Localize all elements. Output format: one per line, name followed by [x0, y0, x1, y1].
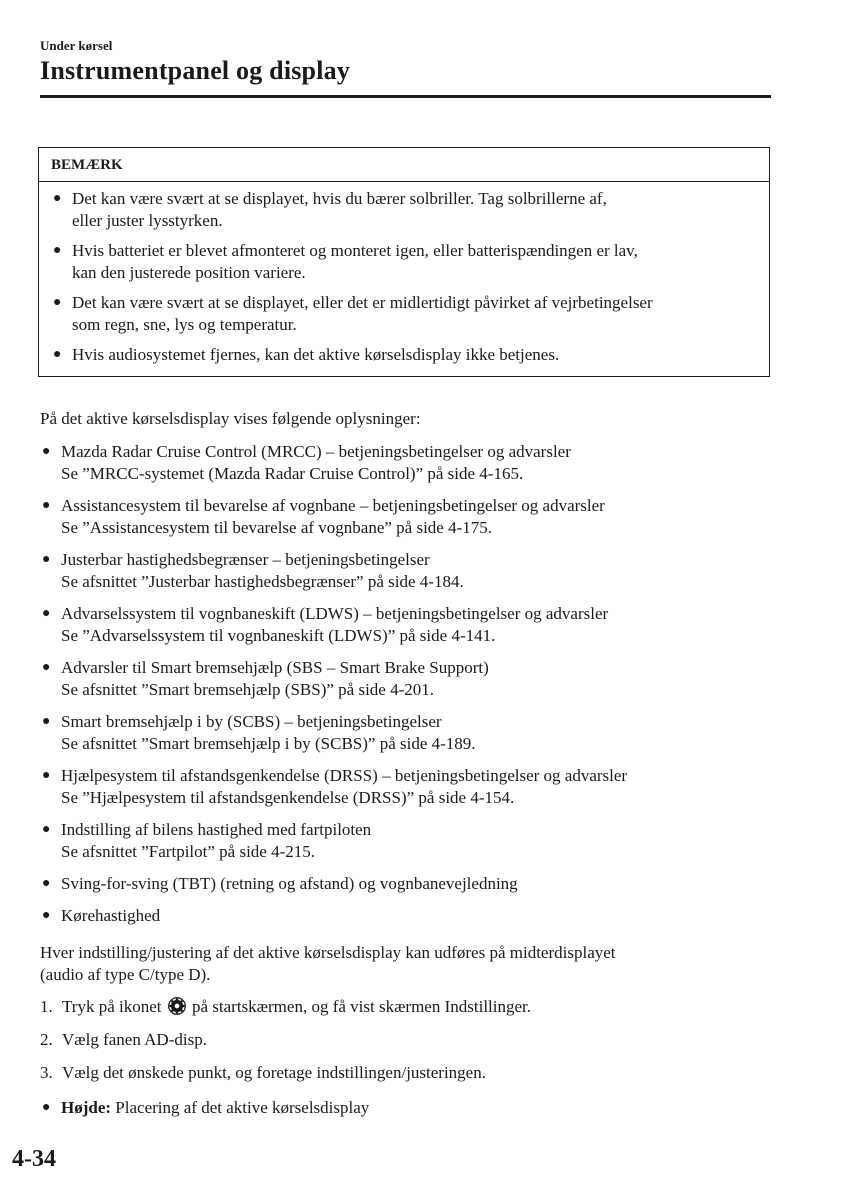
item-text: Indstilling af bilens hastighed med fartpiloten	[61, 820, 372, 839]
page-title: Instrumentpanel og display	[40, 56, 351, 85]
list-item	[40, 765, 780, 809]
list-item	[40, 873, 780, 895]
bullet-icon: ●	[42, 606, 51, 621]
note-heading: BEMÆRK	[39, 148, 769, 182]
step-item	[40, 1029, 780, 1051]
page-number: 4-34	[12, 1146, 56, 1172]
step-number: 2.	[40, 1030, 53, 1049]
intro-text: På det aktive kørselsdisplay vises følgende oplysninger:	[40, 409, 421, 428]
section-label: Under kørsel	[40, 38, 113, 53]
item-text: Smart bremsehjælp i by (SCBS) – betjeningsbetingelser	[61, 712, 442, 731]
note-item	[51, 188, 757, 232]
note-text: Det kan være svært at se displayet, hvis du bærer solbriller. Tag solbrillerne af,	[72, 189, 607, 208]
bullet-icon: ●	[42, 768, 51, 783]
bullet-icon: ●	[42, 714, 51, 729]
paragraph-text: (audio af type C/type D).	[40, 965, 211, 984]
note-text: kan den justerede position variere.	[72, 263, 306, 282]
step-text: på startskærmen, og få vist skærmen Indstillinger.	[192, 997, 532, 1016]
item-reference: Se ”MRCC-systemet (Mazda Radar Cruise Control)” på side 4-165.	[61, 464, 524, 483]
item-reference: Se ”Assistancesystem til bevarelse af vognbane” på side 4-175.	[61, 518, 493, 537]
list-item	[40, 711, 780, 755]
item-text: Advarselssystem til vognbaneskift (LDWS) – betjeningsbetingelser og advarsler	[61, 604, 609, 623]
note-item	[51, 240, 757, 284]
bullet-icon: ●	[42, 660, 51, 675]
note-text: eller juster lysstyrken.	[72, 211, 223, 230]
item-text: Mazda Radar Cruise Control (MRCC) – betjeningsbetingelser og advarsler	[61, 442, 571, 461]
setting-list	[40, 1097, 780, 1119]
note-text: Det kan være svært at se displayet, eller det er midlertidigt påvirket af vejrbetingelser	[72, 293, 653, 312]
item-text: Sving-for-sving (TBT) (retning og afstand) og vognbanevejledning	[61, 874, 518, 893]
item-reference: Se afsnittet ”Smart bremsehjælp i by (SCBS)” på side 4-189.	[61, 734, 476, 753]
item-reference: Se ”Hjælpesystem til afstandsgenkendelse (DRSS)” på side 4-154.	[61, 788, 515, 807]
item-text: Assistancesystem til bevarelse af vognbane – betjeningsbetingelser og advarsler	[61, 496, 605, 515]
steps-list	[40, 996, 780, 1095]
bullet-icon: ●	[53, 191, 62, 206]
bullet-icon: ●	[42, 552, 51, 567]
item-text: Hjælpesystem til afstandsgenkendelse (DRSS) – betjeningsbetingelser og advarsler	[61, 766, 628, 785]
note-text: Hvis audiosystemet fjernes, kan det aktive kørselsdisplay ikke betjenes.	[72, 345, 560, 364]
list-item	[40, 657, 780, 701]
bullet-icon: ●	[42, 822, 51, 837]
setting-description: Placering af det aktive kørselsdisplay	[115, 1098, 370, 1117]
bullet-icon: ●	[42, 498, 51, 513]
bullet-icon: ●	[42, 1100, 51, 1115]
item-reference: Se afsnittet ”Justerbar hastighedsbegrænser” på side 4-184.	[61, 572, 464, 591]
setting-label: Højde:	[61, 1098, 112, 1117]
list-item	[40, 819, 780, 863]
list-item	[40, 603, 780, 647]
item-reference: Se ”Advarselssystem til vognbaneskift (LDWS)” på side 4-141.	[61, 626, 496, 645]
step-number: 1.	[40, 997, 53, 1016]
step-text: Vælg fanen AD-disp.	[62, 1030, 207, 1049]
note-list	[39, 182, 769, 376]
step-item	[40, 1062, 780, 1084]
bullet-icon: ●	[42, 908, 51, 923]
instruction-paragraph	[40, 942, 780, 986]
item-text: Advarsler til Smart bremsehjælp (SBS – Smart Brake Support)	[61, 658, 489, 677]
feature-list	[40, 441, 780, 937]
bullet-icon: ●	[53, 243, 62, 258]
title-divider	[40, 95, 771, 98]
bullet-icon: ●	[53, 347, 62, 362]
note-box	[38, 147, 770, 377]
step-item	[40, 996, 780, 1018]
note-item	[51, 292, 757, 336]
list-item	[40, 549, 780, 593]
bullet-icon: ●	[53, 295, 62, 310]
step-number: 3.	[40, 1063, 53, 1082]
item-text: Justerbar hastighedsbegrænser – betjeningsbetingelser	[61, 550, 430, 569]
gear-icon	[168, 997, 186, 1015]
list-item	[40, 441, 780, 485]
list-item	[40, 905, 780, 927]
step-text: Tryk på ikonet	[62, 997, 162, 1016]
item-reference: Se afsnittet ”Smart bremsehjælp (SBS)” på side 4-201.	[61, 680, 434, 699]
step-text: Vælg det ønskede punkt, og foretage indstillingen/justeringen.	[62, 1063, 486, 1082]
note-text: som regn, sne, lys og temperatur.	[72, 315, 297, 334]
bullet-icon: ●	[42, 876, 51, 891]
list-item	[40, 1097, 780, 1119]
note-item	[51, 344, 757, 366]
item-reference: Se afsnittet ”Fartpilot” på side 4-215.	[61, 842, 315, 861]
bullet-icon: ●	[42, 444, 51, 459]
paragraph-text: Hver indstilling/justering af det aktive kørselsdisplay kan udføres på midterdisplayet	[40, 943, 616, 962]
item-text: Kørehastighed	[61, 906, 161, 925]
list-item	[40, 495, 780, 539]
note-text: Hvis batteriet er blevet afmonteret og monteret igen, eller batterispændingen er lav,	[72, 241, 638, 260]
